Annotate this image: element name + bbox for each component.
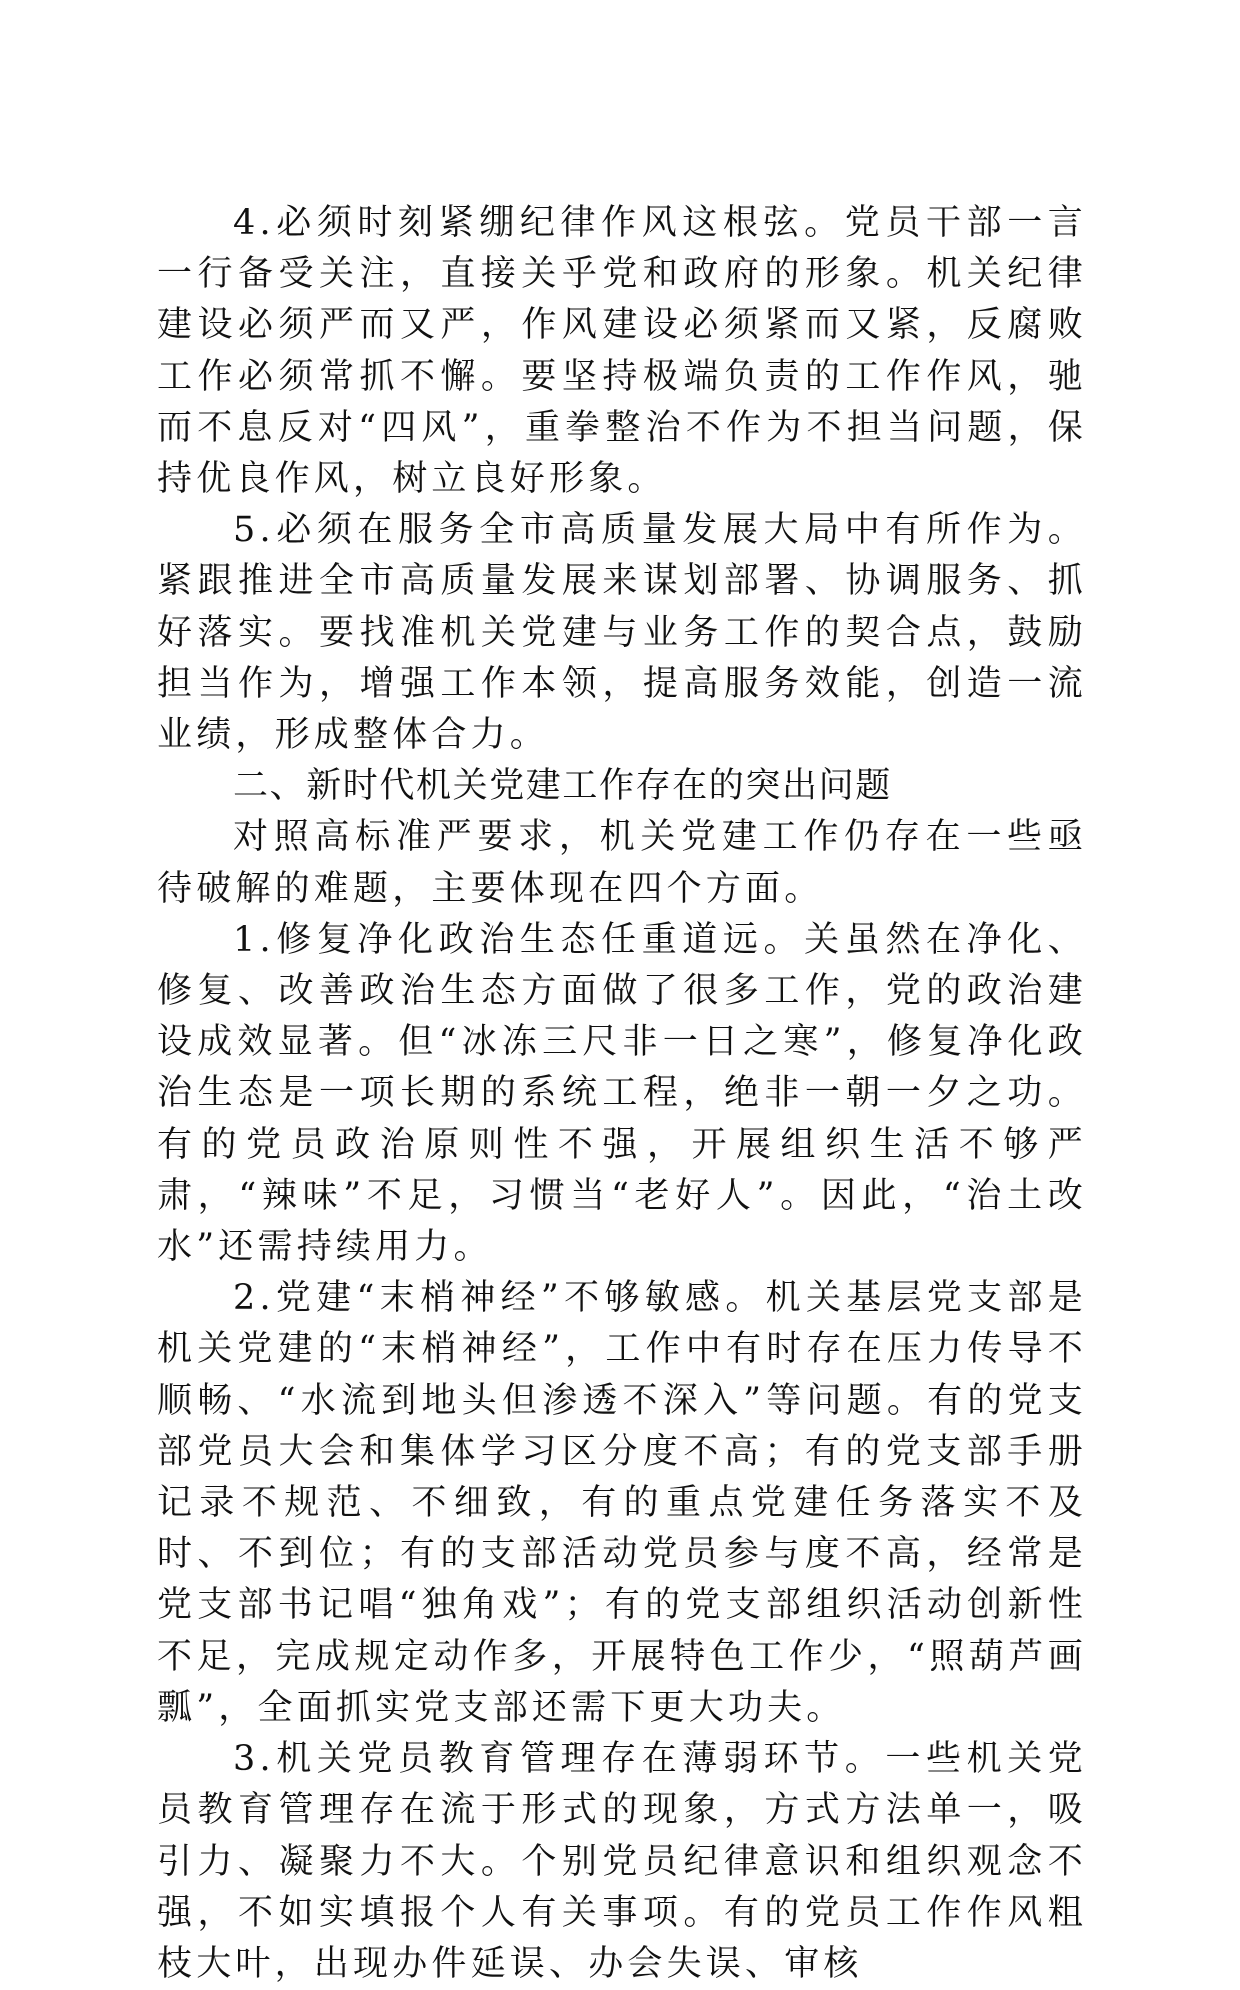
paragraph-development: 5.必须在服务全市高质量发展大局中有所作为。紧跟推进全市高质量发展来谋划部署、协调服务、抓好落实。要找准机关党建与业务工作的契合点，鼓励担当作为，增强工作本领，提高服务效能，创造一流业绩，形成整体合力。 — [157, 510, 1087, 756]
section-heading: 二、新时代机关党建工作存在的突出问题 — [233, 766, 892, 807]
document-body — [157, 198, 1087, 1990]
paragraph-political-ecology: 1.修复净化政治生态任重道远。关虽然在净化、修复、改善政治生态方面做了很多工作，党的政治建设成效显著。但“冰冻三尺非一日之寒”，修复净化政治生态是一项长期的系统工程，绝非一朝一夕之功。有的党员政治原则性不强，开展组织生活不够严肃，“辣味”不足，习惯当“老好人”。因此，“治土改水”还需持续用力。 — [157, 919, 1087, 1268]
paragraph-party-branch: 2.党建“末梢神经”不够敏感。机关基层党支部是机关党建的“末梢神经”，工作中有时存在压力传导不顺畅、“水流到地头但渗透不深入”等问题。有的党支部党员大会和集体学习区分度不高；有的党支部手册记录不规范、不细致，有的重点党建任务落实不及时、不到位；有的支部活动党员参与度不高，经常是党支部书记唱“独角戏”；有的党支部组织活动创新性不足，完成规定动作多，开展特色工作少，“照葫芦画瓢”，全面抓实党支部还需下更大功夫。 — [157, 1278, 1087, 1728]
paragraph-discipline: 4.必须时刻紧绷纪律作风这根弦。党员干部一言一行备受关注，直接关乎党和政府的形象。机关纪律建设必须严而又严，作风建设必须紧而又紧，反腐败工作必须常抓不懈。要坚持极端负责的工作作风，驰而不息反对“四风”，重拳整治不作为不担当问题，保持优良作风，树立良好形象。 — [157, 203, 1087, 500]
paragraph-section-intro: 对照高标准严要求，机关党建工作仍存在一些亟待破解的难题，主要体现在四个方面。 — [157, 817, 1087, 909]
paragraph-member-education: 3.机关党员教育管理存在薄弱环节。一些机关党员教育管理存在流于形式的现象，方式方法单一，吸引力、凝聚力不大。个别党员纪律意识和组织观念不强，不如实填报个人有关事项。有的党员工作作风粗枝大叶，出现办件延误、办会失误、审核 — [157, 1739, 1087, 1984]
